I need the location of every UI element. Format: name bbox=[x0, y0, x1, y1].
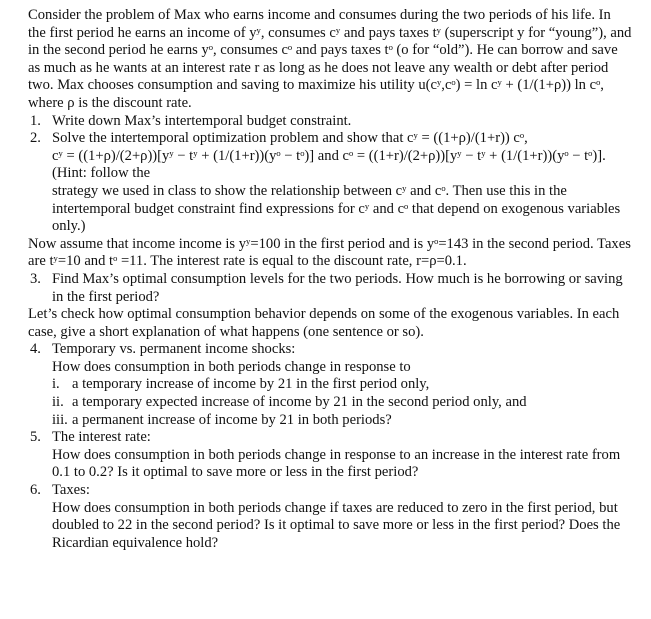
intro-paragraph: Consider the problem of Max who earns income and consumes during the two periods of his life. In the first period he earns an income of yʸ, consumes cʸ and pays taxes tʸ (superscript y for “young”), and in the second period he earns yᵒ, consumes cᵒ and pays taxes tᵒ (o for “old”). He can borrow and save as much as he wants at an interest rate r as long as he does not leave any wealth or debt after period two. Max chooses consumption and saving to maximize his utility u(cʸ,cᵒ) = ln cʸ + (1/(1+ρ)) ln cᵒ, where ρ is the discount rate. bbox=[28, 7, 632, 111]
question-4-item-text: a permanent increase of income by 21 in both periods? bbox=[72, 411, 392, 428]
question-2 bbox=[28, 130, 632, 236]
question-3-number: 3. bbox=[30, 270, 41, 287]
question-4-item-number: ii. bbox=[52, 394, 64, 411]
question-3 bbox=[28, 271, 632, 306]
question-4-item bbox=[52, 394, 632, 412]
question-2-body bbox=[52, 130, 632, 236]
question-2-number: 2. bbox=[30, 130, 41, 147]
question-5-number: 5. bbox=[30, 429, 41, 446]
question-6-number: 6. bbox=[30, 482, 41, 499]
question-6-text: How does consumption in both periods change if taxes are reduced to zero in the first period, but doubled to 22 in the second period? Is it optimal to save more or less in the first period? Does the Ricardian equivalence hold? bbox=[52, 499, 621, 551]
question-4-item bbox=[52, 412, 632, 430]
question-5-text: How does consumption in both periods change in response to an increase in the interest rate from 0.1 to 0.2? Is it optimal to save more or less in the first period? bbox=[52, 446, 621, 481]
question-6-title: Taxes: bbox=[52, 482, 90, 499]
question-5 bbox=[28, 429, 632, 482]
question-4-item-number: i. bbox=[52, 376, 60, 393]
question-3-text: Find Max’s optimal consumption levels for the two periods. How much is he borrowing or saving in the first period? bbox=[52, 270, 623, 305]
question-4-lead: How does consumption in both periods change in response to bbox=[52, 358, 411, 375]
check-paragraph: Let’s check how optimal consumption behavior depends on some of the exogenous variables. In each case, give a short explanation of what happens (one sentence or so). bbox=[28, 306, 620, 340]
question-4-title: Temporary vs. permanent income shocks: bbox=[52, 341, 296, 358]
question-2-line-2: cʸ = ((1+ρ)/(2+ρ))[yʸ − tʸ + (1/(1+r))(yᵒ − tᵒ)] and cᵒ = ((1+r)/(2+ρ))[yʸ − tʸ + (1/(1+r))(yᵒ − tᵒ)]. (Hint: follow the bbox=[52, 147, 606, 182]
question-4-item-number: iii. bbox=[52, 411, 68, 428]
question-1-number: 1. bbox=[30, 112, 41, 129]
question-4 bbox=[28, 341, 632, 429]
problem-document bbox=[28, 7, 632, 552]
question-1-text: Write down Max’s intertemporal budget constraint. bbox=[52, 112, 352, 129]
question-1 bbox=[28, 113, 632, 131]
question-4-number: 4. bbox=[30, 341, 41, 358]
question-2-rest: strategy we used in class to show the relationship between cʸ and cᵒ. Then use this in the intertemporal budget constraint find expressions for cʸ and cᵒ that depend on exogenous variables only.) bbox=[52, 182, 621, 235]
question-4-item-text: a temporary expected increase of income by 21 in the second period only, and bbox=[72, 394, 527, 411]
question-2-line-1: Solve the intertemporal optimization problem and show that cʸ = ((1+ρ)/(1+r)) cᵒ, bbox=[52, 130, 528, 147]
question-5-title: The interest rate: bbox=[52, 429, 151, 446]
question-4-item-text: a temporary increase of income by 21 in the first period only, bbox=[72, 376, 430, 393]
assumption-paragraph: Now assume that income income is yʸ=100 in the first period and is yᵒ=143 in the second period. Taxes are tʸ=10 and tᵒ =11. The interest rate is equal to the discount rate, r=ρ=0.1. bbox=[28, 235, 631, 270]
question-6 bbox=[28, 482, 632, 552]
question-4-item bbox=[52, 376, 632, 394]
